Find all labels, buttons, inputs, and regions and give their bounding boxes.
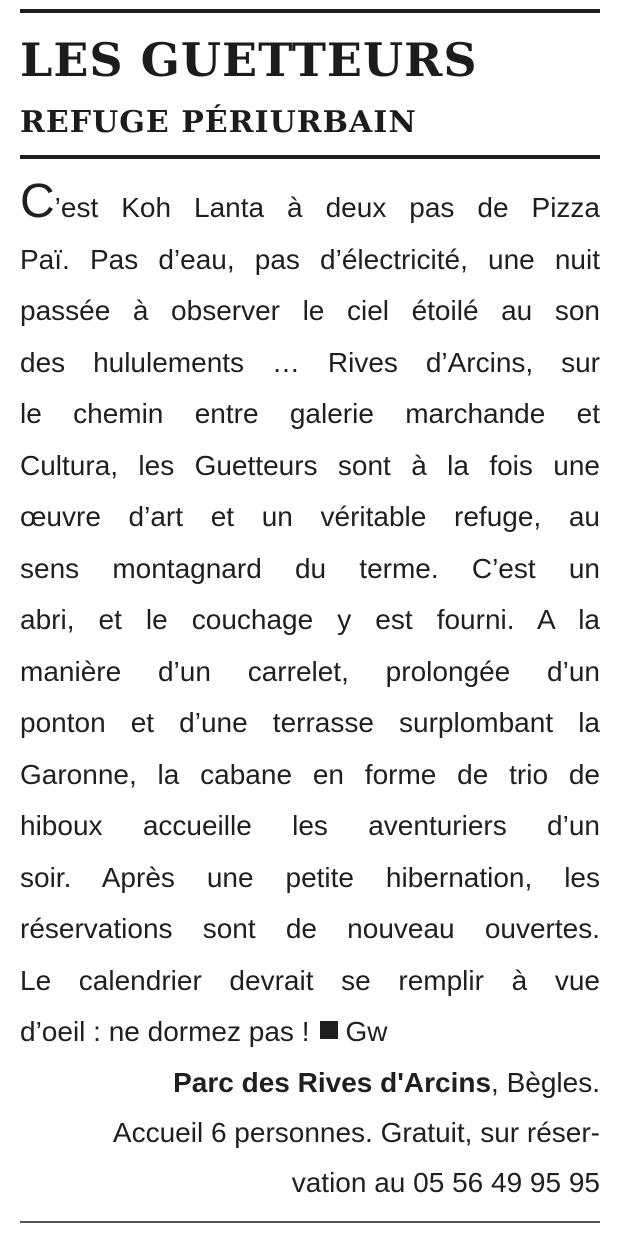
place-city: , Bègles. xyxy=(491,1067,600,1098)
info-line-place xyxy=(20,1058,600,1108)
drop-cap: C xyxy=(20,182,55,228)
author-signature: Gw xyxy=(345,1016,388,1047)
article-subtitle: REFUGE PÉRIURBAIN xyxy=(20,105,417,140)
body-line: Cultura, les Guetteurs sont à la fois une xyxy=(20,449,600,481)
header-rule xyxy=(20,155,600,159)
body-line: ponton et d’une terrasse surplombant la xyxy=(20,707,600,738)
bottom-rule xyxy=(20,1221,600,1223)
article-title: LES GUETTEURS xyxy=(20,33,478,87)
body-line: sens montagnard du terme. C’est un xyxy=(20,552,600,584)
body-line: Garonne, la cabane en forme de trio de xyxy=(20,758,600,790)
body-line: abri, et le couchage y est fourni. A la xyxy=(20,604,600,635)
body-line: manière d’un carrelet, prolongée d’un xyxy=(20,655,600,687)
body-line: le chemin entre galerie marchande et xyxy=(20,398,600,429)
body-line: passée à observer le ciel étoilé au son xyxy=(20,295,600,326)
top-rule xyxy=(20,9,600,13)
place-name: Parc des Rives d'Arcins xyxy=(173,1067,492,1098)
body-line: soir. Après une petite hibernation, les xyxy=(20,861,600,893)
black-square-icon xyxy=(320,1021,338,1039)
info-line-capacity: Accueil 6 personnes. Gratuit, sur réser- xyxy=(112,1117,600,1148)
body-line: Paï. Pas d’eau, pas d’électricité, une nuit xyxy=(20,243,600,275)
body-line: hiboux accueille les aventuriers d’un xyxy=(20,810,600,841)
article-body xyxy=(20,182,600,1058)
practical-info xyxy=(20,1058,600,1208)
body-last-line xyxy=(20,1006,600,1058)
info-line-booking: vation au 05 56 49 95 95 xyxy=(291,1167,600,1198)
body-line: réservations sont de nouveau ouvertes. xyxy=(20,913,600,944)
body-line xyxy=(20,182,600,234)
body-line: des hululements … Rives d’Arcins, sur xyxy=(20,346,600,378)
body-line: Le calendrier devrait se remplir à vue xyxy=(20,964,600,996)
body-line: œuvre d’art et un véritable refuge, au xyxy=(20,501,600,532)
body-line-text: ’est Koh Lanta à deux pas de Pizza xyxy=(54,192,600,223)
body-line-text: d’oeil : ne dormez pas ! xyxy=(20,1016,310,1047)
